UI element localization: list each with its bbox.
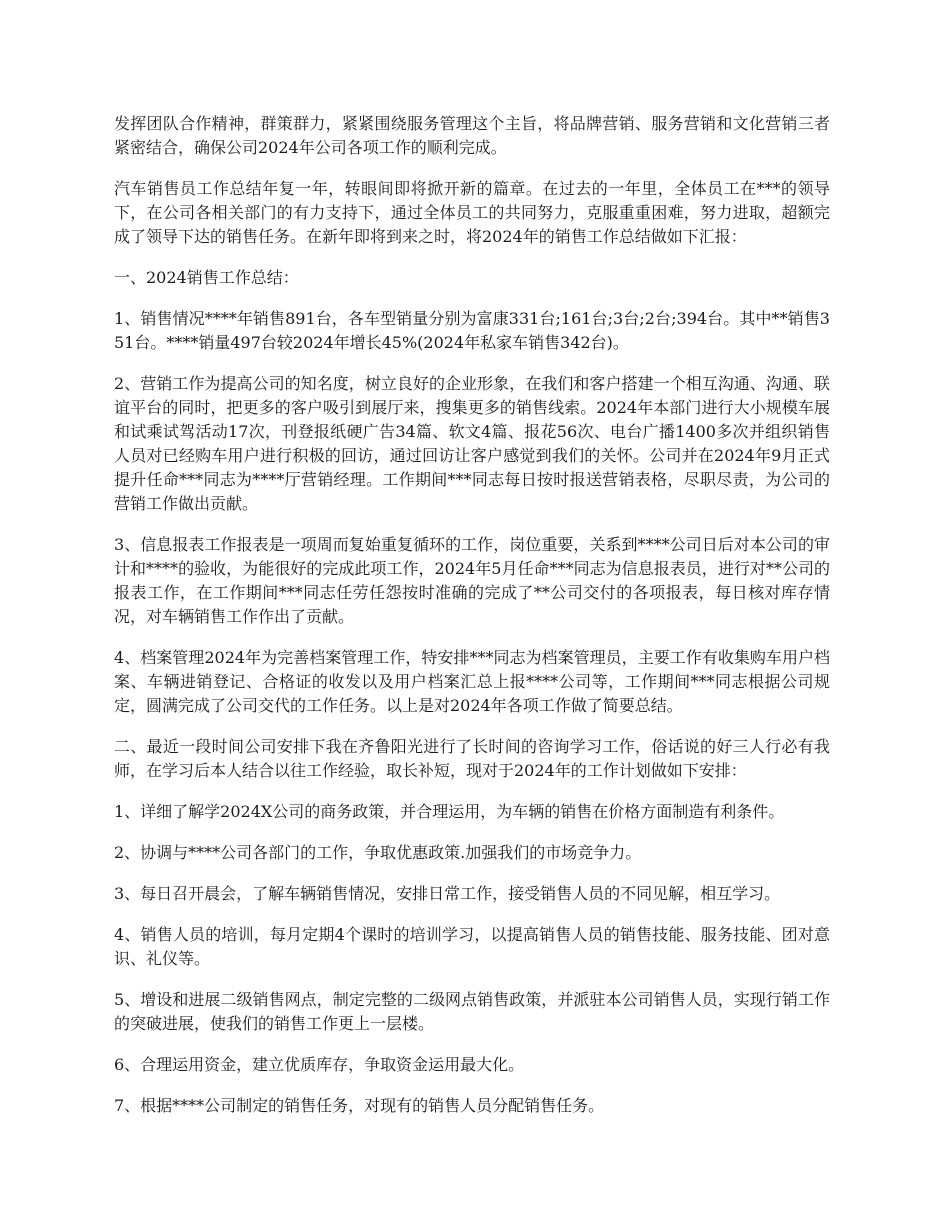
plan-item-1: 1、详细了解学2024X公司的商务政策，并合理运用，为车辆的销售在价格方面制造有利条件。 xyxy=(114,802,785,821)
paragraph-sales-status: 1、销售情况****年销售891台，各车型销量分别为富康331台;161台;3台;2台;394台。其中**销售351台。****销量497台较2024年增长45%(2024年私家车销售342台)。 xyxy=(114,309,830,352)
paragraph-intro: 发挥团队合作精神，群策群力，紧紧围绕服务管理这个主旨，将品牌营销、服务营销和文化营销三者紧密结合，确保公司2024年公司各项工作的顺利完成。 xyxy=(114,114,830,157)
plan-item-2: 2、协调与****公司各部门的工作，争取优惠政策.加强我们的市场竞争力。 xyxy=(114,843,642,862)
plan-item-7: 7、根据****公司制定的销售任务，对现有的销售人员分配销售任务。 xyxy=(114,1096,605,1115)
plan-item-6: 6、合理运用资金，建立优质库存，争取资金运用最大化。 xyxy=(114,1055,525,1074)
paragraph-reports: 3、信息报表工作报表是一项周而复始重复循环的工作，岗位重要，关系到****公司日后对本公司的审计和****的验收，为能很好的完成此项工作，2024年5月任命***同志为信息报表员，进行对**公司的报表工作，在工作期间***同志任劳任怨按时准确的完成了**公司交付的各项报表，每日核对库存情况，对车辆销售工作作出了贡献。 xyxy=(114,535,830,626)
plan-item-3: 3、每日召开晨会，了解车辆销售情况，安排日常工作，接受销售人员的不同见解，相互学习。 xyxy=(114,884,781,903)
document-body xyxy=(114,112,830,1135)
paragraph-marketing: 2、营销工作为提高公司的知名度，树立良好的企业形象，在我们和客户搭建一个相互沟通、沟通、联谊平台的同时，把更多的客户吸引到展厅来，搜集更多的销售线索。2024年本部门进行大小规模车展和试乘试驾活动17次，刊登报纸硬广告34篇、软文4篇、报花56次、电台广播1400多次并组织销售人员对已经购车用户进行积极的回访，通过回访让客户感觉到我们的关怀。公司并在2024年9月正式提升任命***同志为****厅营销经理。工作期间***同志每日按时报送营销表格，尽职尽责，为公司的营销工作做出贡献。 xyxy=(114,374,830,513)
section-heading-summary: 一、2024销售工作总结： xyxy=(114,268,299,287)
paragraph-archives: 4、档案管理2024年为完善档案管理工作，特安排***同志为档案管理员，主要工作有收集购车用户档案、车辆进销登记、合格证的收发以及用户档案汇总上报****公司等，工作期间***同志根据公司规定，圆满完成了公司交代的工作任务。以上是对2024年各项工作做了简要总结。 xyxy=(114,648,830,715)
plan-item-5: 5、增设和进展二级销售网点，制定完整的二级网点销售政策，并派驻本公司销售人员，实现行销工作的突破进展，使我们的销售工作更上一层楼。 xyxy=(114,990,830,1033)
section-heading-plan: 二、最近一段时间公司安排下我在齐鲁阳光进行了长时间的咨询学习工作，俗话说的好三人行必有我师，在学习后本人结合以往工作经验，取长补短，现对于2024年的工作计划做如下安排： xyxy=(114,737,830,780)
paragraph-summary-opening: 汽车销售员工作总结年复一年，转眼间即将掀开新的篇章。在过去的一年里，全体员工在***的领导下，在公司各相关部门的有力支持下，通过全体员工的共同努力，克服重重困难，努力进取，超额完成了领导下达的销售任务。在新年即将到来之时，将2024年的销售工作总结做如下汇报： xyxy=(114,179,830,246)
plan-item-4: 4、销售人员的培训，每月定期4个课时的培训学习，以提高销售人员的销售技能、服务技能、团对意识、礼仪等。 xyxy=(114,925,830,968)
